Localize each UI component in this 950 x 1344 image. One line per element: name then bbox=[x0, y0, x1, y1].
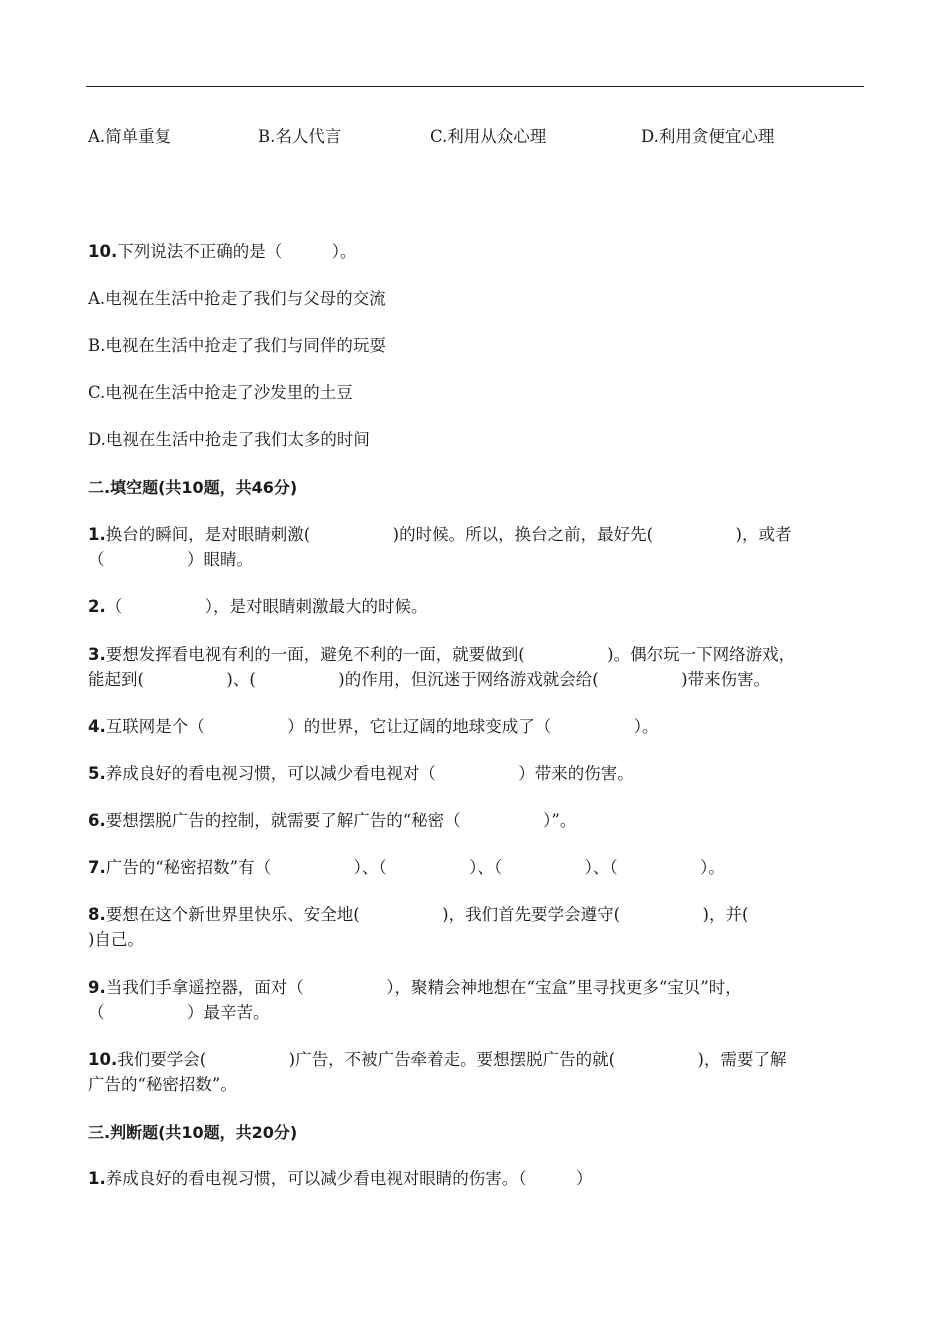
s2-item-7 bbox=[88, 855, 864, 881]
s2-item-1 bbox=[88, 522, 864, 548]
q10-stem: 下列说法不正确的是（ ）。 bbox=[117, 242, 357, 261]
s2-item-3 bbox=[88, 642, 864, 668]
s2-item-4 bbox=[88, 714, 864, 740]
section2-title: 二.填空题(共10题，共46分) bbox=[88, 478, 298, 497]
s2-item-5-number: 5. bbox=[88, 764, 106, 783]
s2-item-8 bbox=[88, 902, 864, 928]
q10-option-a: A.电视在生活中抢走了我们与父母的交流 bbox=[88, 289, 386, 308]
q9-option-d: D.利用贪便宜心理 bbox=[641, 127, 775, 146]
s2-item-1-cont: （ ）眼睛。 bbox=[88, 550, 253, 569]
s2-item-3-cont: 能起到( )、( )的作用，但沉迷于网络游戏就会给( )带来伤害。 bbox=[88, 670, 771, 689]
s3-item-1-number: 1. bbox=[88, 1169, 106, 1188]
s2-item-1-text: 换台的瞬间，是对眼睛刺激( )的时候。所以，换台之前，最好先( )，或者 bbox=[105, 525, 792, 544]
s2-item-8-number: 8. bbox=[88, 905, 106, 924]
s2-item-10-cont: 广告的“秘密招数”。 bbox=[88, 1075, 237, 1094]
q9-option-b: B.名人代言 bbox=[258, 127, 342, 146]
s2-item-6 bbox=[88, 808, 864, 834]
s2-item-7-number: 7. bbox=[88, 858, 106, 877]
q10-option-d: D.电视在生活中抢走了我们太多的时间 bbox=[88, 430, 370, 449]
s2-item-5-text: 养成良好的看电视习惯，可以减少看电视对（ ）带来的伤害。 bbox=[105, 764, 634, 783]
q10-option-c: C.电视在生活中抢走了沙发里的土豆 bbox=[88, 383, 353, 402]
s2-item-9-number: 9. bbox=[88, 978, 106, 997]
s2-item-2-text: （ ），是对眼睛刺激最大的时候。 bbox=[105, 597, 428, 616]
s2-item-9 bbox=[88, 975, 864, 1001]
q9-option-c: C.利用从众心理 bbox=[430, 127, 547, 146]
q9-option-a: A.简单重复 bbox=[88, 127, 172, 146]
s2-item-10-text: 我们要学会( )广告，不被广告牵着走。要想摆脱广告的就( )，需要了解 bbox=[117, 1050, 787, 1069]
q10-question bbox=[88, 239, 864, 265]
s2-item-8-text: 要想在这个新世界里快乐、安全地( )，我们首先要学会遵守( )，并( bbox=[105, 905, 749, 924]
s3-item-1-text: 养成良好的看电视习惯，可以减少看电视对眼睛的伤害。（ ） bbox=[105, 1169, 593, 1188]
s2-item-5 bbox=[88, 761, 864, 787]
s2-item-2 bbox=[88, 594, 864, 620]
s2-item-8-cont: )自己。 bbox=[88, 930, 144, 949]
s2-item-3-text: 要想发挥看电视有利的一面，避免不利的一面，就要做到( )。偶尔玩一下网络游戏， bbox=[105, 645, 796, 664]
s2-item-7-text: 广告的“秘密招数”有（ ）、（ ）、（ ）、（ ）。 bbox=[105, 858, 725, 877]
s2-item-6-number: 6. bbox=[88, 811, 106, 830]
s2-item-6-text: 要想摆脱广告的控制，就需要了解广告的“秘密（ ）”。 bbox=[105, 811, 577, 830]
s2-item-1-number: 1. bbox=[88, 525, 106, 544]
s2-item-3-number: 3. bbox=[88, 645, 106, 664]
s2-item-4-text: 互联网是个（ ）的世界，它让辽阔的地球变成了（ ）。 bbox=[105, 717, 659, 736]
q10-option-b: B.电视在生活中抢走了我们与同伴的玩耍 bbox=[88, 336, 386, 355]
s3-item-1 bbox=[88, 1166, 864, 1192]
s2-item-10-number: 10. bbox=[88, 1050, 118, 1069]
s2-item-2-number: 2. bbox=[88, 597, 106, 616]
s2-item-4-number: 4. bbox=[88, 717, 106, 736]
top-rule bbox=[86, 86, 864, 87]
s2-item-10 bbox=[88, 1047, 864, 1073]
s2-item-9-text: 当我们手拿遥控器，面对（ ），聚精会神地想在“宝盒”里寻找更多“宝贝”时， bbox=[105, 978, 742, 997]
s2-item-9-cont: （ ）最辛苦。 bbox=[88, 1003, 270, 1022]
q10-number: 10. bbox=[88, 242, 118, 261]
section3-title: 三.判断题(共10题，共20分) bbox=[88, 1123, 298, 1142]
